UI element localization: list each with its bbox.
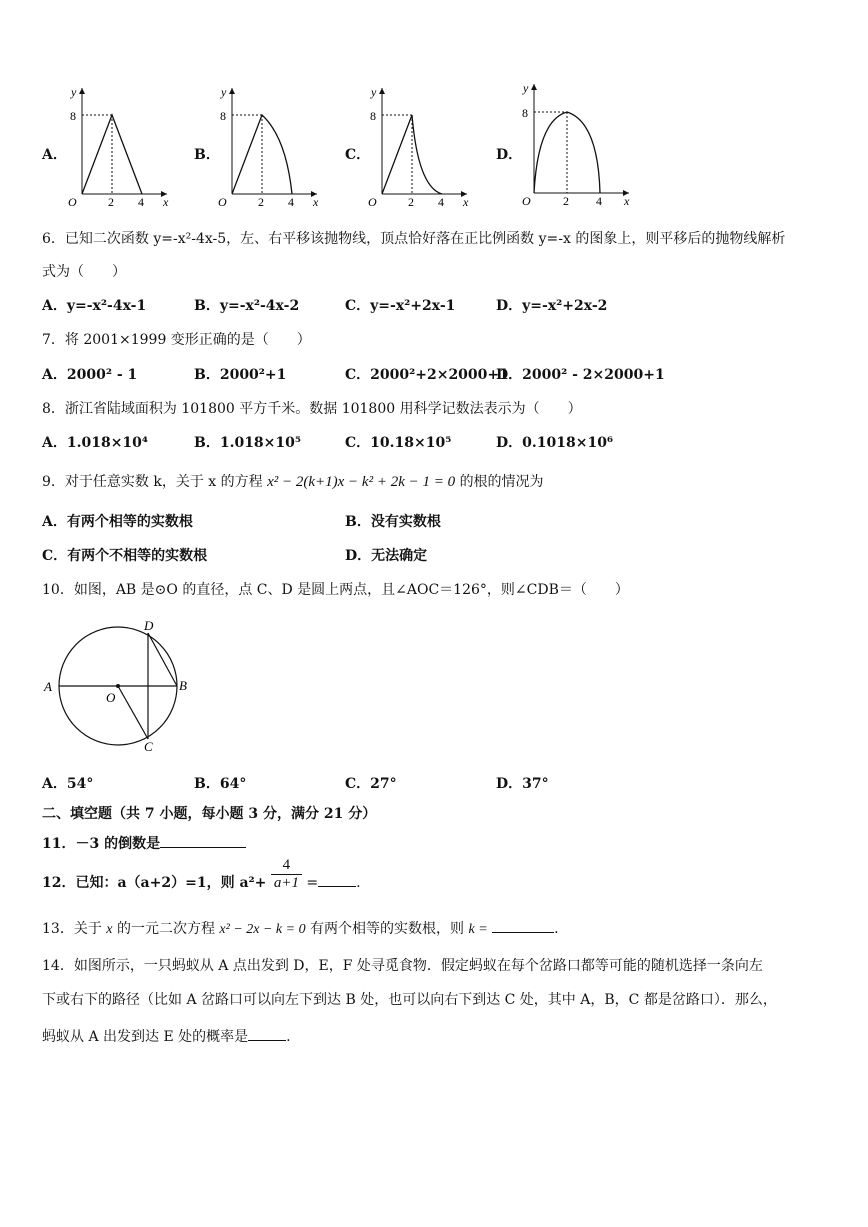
x-axis-label: x xyxy=(463,195,469,209)
q12-frac-num: 4 xyxy=(271,857,302,875)
q14-answer-blank[interactable] xyxy=(248,1026,286,1041)
q6-option-c[interactable]: C．y=-x²+2x-1 xyxy=(345,298,456,314)
q8-text: 8．浙江省陆域面积为 101800 平方千米。数据 101800 用科学记数法表示为（ ） xyxy=(42,401,582,417)
q13-text-after: 有两个相等的实数根，则 xyxy=(310,921,465,937)
q10-option-d[interactable]: D．37° xyxy=(496,776,549,792)
graph-b xyxy=(212,82,322,212)
q7-option-b[interactable]: B．2000²+1 xyxy=(194,367,287,383)
y-axis-label: y xyxy=(71,85,77,99)
q6-text: 6．已知二次函数 y=-x²-4x-5，左、右平移该抛物线，顶点恰好落在正比例函数 y=-x 的图象上，则平移后的抛物线解析 xyxy=(42,231,786,247)
q9-equation: x² − 2(k+1)x − k² + 2k − 1 = 0 xyxy=(267,474,456,490)
origin-label: O xyxy=(218,195,227,209)
q10-option-a[interactable]: A．54° xyxy=(42,776,94,792)
q9-text-before: 9．对于任意实数 k，关于 x 的方程 xyxy=(42,474,263,490)
point-a-label: A xyxy=(44,679,52,694)
point-d-label: D xyxy=(144,618,154,633)
q10-text: 10．如图，AB 是⊙O 的直径，点 C、D 是圆上两点，且∠AOC＝126°，则∠CDB＝（ ） xyxy=(42,582,629,598)
q13-text-before: 13．关于 xyxy=(42,921,102,937)
q7-option-c[interactable]: C．2000²+2×2000+1 xyxy=(345,367,509,383)
q9-option-c[interactable]: C．有两个不相等的实数根 xyxy=(42,548,208,564)
graph-option-b-label: B． xyxy=(194,147,220,163)
origin-label: O xyxy=(68,195,77,209)
q13-k-eq: k = xyxy=(468,922,488,937)
q8-option-b[interactable]: B．1.018×10⁵ xyxy=(194,435,302,451)
graph-c xyxy=(362,82,472,212)
q9-text xyxy=(42,473,544,491)
q6-option-b[interactable]: B．y=-x²-4x-2 xyxy=(194,298,300,314)
q14-line-2: 下或右下的路径（比如 A 岔路口可以向左下到达 B 处，也可以向右下到达 C 处，其中 A，B，C 都是岔路口）．那么， xyxy=(42,992,777,1008)
x-axis-label: x xyxy=(624,194,630,208)
q6-option-d[interactable]: D．y=-x²+2x-2 xyxy=(496,298,608,314)
graph-a xyxy=(62,82,172,212)
x-axis-label: x xyxy=(313,195,319,209)
y-tick-8: 8 xyxy=(370,109,376,123)
y-tick-8: 8 xyxy=(70,109,76,123)
graph-option-d-label: D． xyxy=(496,147,523,163)
q12-text: 12．已知：a（a+2）=1，则 a²+ $\frac{4}{a+1}$ = . xyxy=(42,856,361,891)
x-tick-2: 2 xyxy=(258,195,264,209)
q11-text xyxy=(42,833,246,853)
q10-option-b[interactable]: B．64° xyxy=(194,776,247,792)
graph-d xyxy=(514,78,634,212)
y-axis-label: y xyxy=(221,85,227,99)
point-b-label: B xyxy=(179,678,187,693)
q9-option-a[interactable]: A．有两个相等的实数根 xyxy=(42,514,193,530)
q8-option-c[interactable]: C．10.18×10⁵ xyxy=(345,435,452,451)
q12-equals: = xyxy=(306,875,319,891)
q10-option-c[interactable]: C．27° xyxy=(345,776,397,792)
q14-line-1: 14．如图所示，一只蚂蚁从 A 点出发到 D，E，F 处寻觅食物．假定蚂蚁在每个岔路口都等可能的随机选择一条向左 xyxy=(42,958,763,974)
x-tick-2: 2 xyxy=(563,194,569,208)
q13-var: x xyxy=(106,922,113,937)
origin-label: O xyxy=(522,194,531,208)
q10-circle-figure xyxy=(40,614,200,756)
q14-prompt: 蚂蚁从 A 出发到达 E 处的概率是 xyxy=(42,1029,249,1045)
point-o-label: O xyxy=(106,690,116,705)
q9-text-after: 的根的情况为 xyxy=(459,474,544,490)
q12-fraction xyxy=(271,857,302,892)
q13-answer-blank[interactable] xyxy=(492,918,554,933)
q13-text-mid: 的一元二次方程 xyxy=(116,921,215,937)
x-tick-4: 4 xyxy=(138,195,144,209)
graph-option-a-label: A． xyxy=(42,147,67,163)
y-axis-label: y xyxy=(371,85,377,99)
y-tick-8: 8 xyxy=(220,109,226,123)
q8-option-a[interactable]: A．1.018×10⁴ xyxy=(42,435,149,451)
q13-text: 13．关于 x 的一元二次方程 x² − 2x − k = 0 有两个相等的实数根，则 k = . xyxy=(42,918,559,939)
point-c-label: C xyxy=(144,739,153,754)
x-tick-4: 4 xyxy=(288,195,294,209)
origin-label: O xyxy=(368,195,377,209)
x-tick-4: 4 xyxy=(438,195,444,209)
q13-equation: x² − 2x − k = 0 xyxy=(219,922,306,937)
x-tick-2: 2 xyxy=(108,195,114,209)
x-tick-2: 2 xyxy=(408,195,414,209)
section-2-heading: 二、填空题（共 7 小题，每小题 3 分，满分 21 分） xyxy=(42,806,377,822)
q14-line-3: 蚂蚁从 A 出发到达 E 处的概率是 . xyxy=(42,1026,291,1046)
q12-text-before: 12．已知：a（a+2）=1，则 a²+ xyxy=(42,875,267,891)
q9-option-d[interactable]: D．无法确定 xyxy=(345,548,428,564)
q8-option-d[interactable]: D．0.1018×10⁶ xyxy=(496,435,614,451)
q7-option-a[interactable]: A．2000² - 1 xyxy=(42,367,138,383)
x-axis-label: x xyxy=(163,195,169,209)
y-axis-label: y xyxy=(523,81,529,95)
x-tick-4: 4 xyxy=(596,194,602,208)
q11-prompt: 11．－3 的倒数是 xyxy=(42,836,161,852)
q9-option-b[interactable]: B．没有实数根 xyxy=(345,514,441,530)
y-tick-8: 8 xyxy=(522,106,528,120)
q6-text-cont: 式为（ ） xyxy=(42,264,126,280)
graph-option-c-label: C． xyxy=(345,147,371,163)
q7-text: 7．将 2001×1999 变形正确的是（ ） xyxy=(42,332,311,348)
q6-option-a[interactable]: A．y=-x²-4x-1 xyxy=(42,298,147,314)
q12-frac-den: a+1 xyxy=(273,874,299,891)
q7-option-d[interactable]: D．2000² - 2×2000+1 xyxy=(496,367,665,383)
q11-answer-blank[interactable] xyxy=(160,833,246,848)
q12-answer-blank[interactable] xyxy=(318,872,356,887)
